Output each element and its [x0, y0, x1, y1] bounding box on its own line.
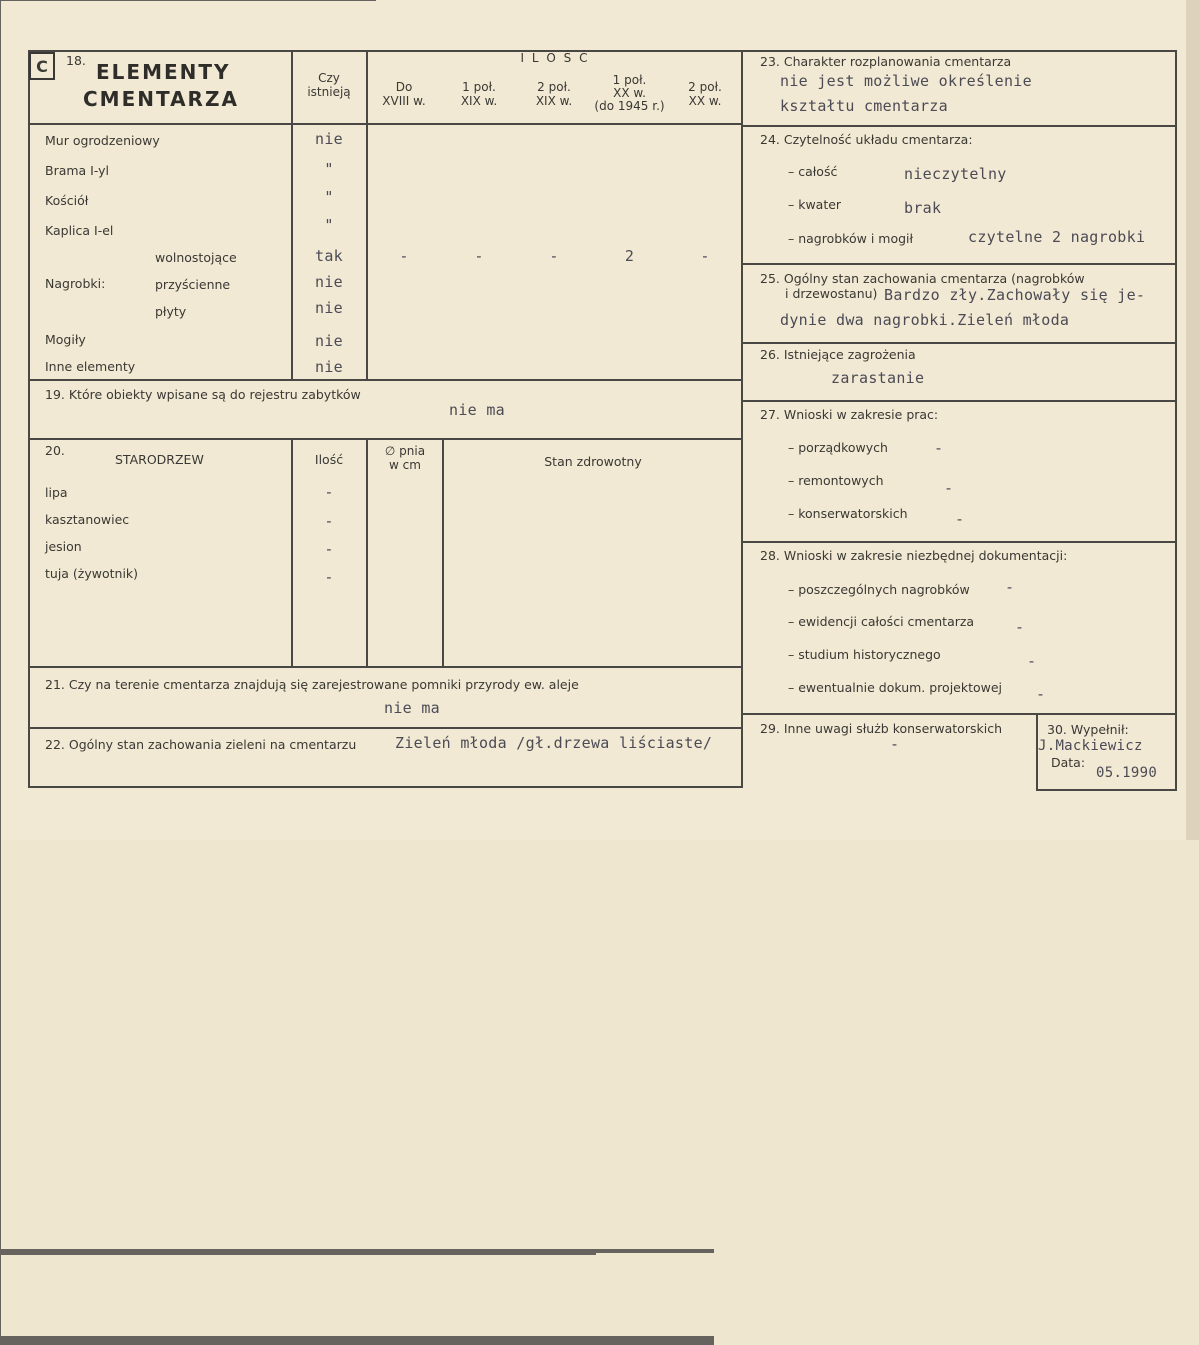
frame-line — [741, 50, 1177, 52]
grid-line — [28, 438, 743, 440]
q28-item-answer: - — [1015, 618, 1025, 636]
grid-line — [28, 666, 743, 668]
q26-answer: zarastanie — [831, 369, 925, 387]
q27-item-label: – remontowych — [788, 473, 884, 488]
q20-count-header: Ilość — [314, 452, 344, 467]
row-exists: nie — [315, 358, 343, 376]
q23-answer-line1: nie jest możliwe określenie — [780, 72, 1032, 90]
grid-line — [741, 342, 1177, 344]
grid-line — [442, 438, 444, 666]
grid-line — [0, 937, 1, 1249]
tree-count: - — [324, 483, 334, 501]
grid-line — [28, 123, 743, 125]
row-label: Kaplica I-el — [45, 223, 114, 238]
nagrobki-label: Nagrobki: — [45, 276, 106, 291]
q28-item-label: – ewidencji całości cmentarza — [788, 614, 975, 629]
tree-name: jesion — [45, 539, 82, 554]
q24-label: 24. Czytelność układu cmentarza: — [760, 132, 973, 147]
card-edge — [1186, 0, 1199, 840]
row-label: Inne elementy — [45, 359, 136, 374]
q27-item-answer: - — [944, 479, 954, 497]
section-number: 18. — [66, 53, 86, 68]
row-exists: tak — [315, 247, 343, 265]
grid-line — [741, 263, 1177, 265]
period-value: - — [474, 247, 484, 265]
q28-item-label: – poszczególnych nagrobków — [788, 582, 970, 597]
q21-label: 21. Czy na terenie cmentarza znajdują się zarejestrowane pomniki przyrody ew. aleje — [45, 677, 579, 692]
q24-item-answer: brak — [904, 199, 942, 217]
q28-label: 28. Wnioski w zakresie niezbędnej dokumentacji: — [760, 548, 1068, 563]
section-title-line2: CMENTARZA — [83, 87, 239, 111]
q26-label: 26. Istniejące zagrożenia — [760, 347, 916, 362]
period-value: - — [700, 247, 710, 265]
period-value: - — [399, 247, 409, 265]
q25-label-line1: 25. Ogólny stan zachowania cmentarza (nagrobków — [760, 271, 1085, 286]
grid-line — [0, 0, 376, 1]
row-label: przyścienne — [155, 277, 231, 292]
row-exists: nie — [315, 299, 343, 317]
ilosc-header: I L O Ś Ć — [520, 51, 590, 65]
tree-name: lipa — [45, 485, 68, 500]
q28-item-answer: - — [1036, 685, 1046, 703]
row-exists: " — [324, 216, 334, 234]
grid-line — [28, 379, 743, 381]
tree-count: - — [324, 540, 334, 558]
period-header-3: 1 poł. XX w. (do 1945 r.) — [594, 73, 665, 114]
row-label: płyty — [155, 304, 187, 319]
q20-title: STARODRZEW — [115, 452, 204, 467]
grid-line — [28, 786, 743, 788]
q25-answer-line1: Bardzo zły.Zachowały się je- — [884, 286, 1146, 304]
q20-health-header: Stan zdrowotny — [544, 454, 642, 469]
q19-answer: nie ma — [449, 401, 505, 419]
row-label: Mur ogrodzeniowy — [45, 133, 160, 148]
q30-date-label: Data: — [1051, 755, 1086, 770]
q27-item-answer: - — [934, 439, 944, 457]
grid-line — [741, 125, 1177, 127]
period-value: 2 — [624, 247, 635, 265]
q24-item-label: – nagrobków i mogił — [788, 231, 914, 246]
q28-item-label: – studium historycznego — [788, 647, 941, 662]
row-exists: " — [324, 188, 334, 206]
q30-name: J.Mackiewicz — [1038, 738, 1143, 754]
frame-line — [741, 50, 743, 787]
row-exists: nie — [315, 332, 343, 350]
grid-line — [741, 541, 1177, 543]
grid-line — [0, 313, 1, 625]
row-label: Mogiły — [45, 332, 86, 347]
period-header-1: 1 poł. XIX w. — [460, 80, 498, 108]
q27-item-answer: - — [955, 510, 965, 528]
grid-line — [28, 727, 743, 729]
q27-item-label: – porządkowych — [788, 440, 888, 455]
row-label: wolnostojące — [155, 250, 237, 265]
grid-line — [1036, 789, 1177, 791]
q24-item-answer: nieczytelny — [904, 165, 1007, 183]
q29-answer: - — [890, 735, 900, 753]
row-exists: nie — [315, 273, 343, 291]
q27-item-label: – konserwatorskich — [788, 506, 908, 521]
q23-answer-line2: kształtu cmentarza — [780, 97, 948, 115]
q30-label: 30. Wypełnił: — [1047, 722, 1129, 737]
q30-date: 05.1990 — [1096, 765, 1158, 781]
period-header-0: Do XVIII w. — [382, 80, 426, 108]
q25-answer-line2: dynie dwa nagrobki.Zieleń młoda — [780, 311, 1070, 329]
q24-item-label: – całość — [788, 164, 838, 179]
frame-line — [28, 50, 30, 787]
q25-label-line2: i drzewostanu) — [785, 286, 878, 301]
q23-label: 23. Charakter rozplanowania cmentarza — [760, 54, 1012, 69]
tree-count: - — [324, 512, 334, 530]
exists-header: Czy istnieją — [307, 71, 351, 99]
grid-line — [0, 1255, 1, 1336]
period-value: - — [549, 247, 559, 265]
q22-answer: Zieleń młoda /gł.drzewa liściaste/ — [395, 734, 713, 752]
row-exists: " — [324, 160, 334, 178]
tree-name: kasztanowiec — [45, 512, 130, 527]
tree-count: - — [324, 568, 334, 586]
q28-item-label: – ewentualnie dokum. projektowej — [788, 680, 1003, 695]
row-label: Kościół — [45, 193, 89, 208]
q29-label: 29. Inne uwagi służb konserwatorskich — [760, 721, 1002, 736]
section-title-line1: ELEMENTY — [96, 60, 231, 84]
frame-line — [1175, 50, 1177, 791]
q28-item-answer: - — [1027, 652, 1037, 670]
period-header-2: 2 poł. XIX w. — [535, 80, 573, 108]
q20-diameter-header: ∅ pnia w cm — [384, 444, 426, 472]
q28-item-answer: - — [1005, 578, 1015, 596]
period-header-4: 2 poł. XX w. — [688, 80, 722, 108]
grid-line — [0, 625, 1, 937]
row-label: Brama I-yl — [45, 163, 110, 178]
grid-line — [0, 1254, 596, 1255]
grid-line — [0, 1, 1, 313]
q24-item-label: – kwater — [788, 197, 842, 212]
q27-label: 27. Wnioski w zakresie prac: — [760, 407, 939, 422]
grid-line — [741, 400, 1177, 402]
q20-number: 20. — [45, 443, 65, 458]
q24-item-answer: czytelne 2 nagrobki — [968, 228, 1146, 246]
row-exists: nie — [315, 130, 343, 148]
section-c-box: C — [29, 52, 55, 80]
tree-name: tuja (żywotnik) — [45, 566, 139, 581]
q21-answer: nie ma — [384, 699, 440, 717]
q22-label: 22. Ogólny stan zachowania zieleni na cmentarzu — [45, 737, 357, 752]
q19-label: 19. Które obiekty wpisane są do rejestru zabytków — [45, 387, 361, 402]
grid-line — [741, 713, 1177, 715]
